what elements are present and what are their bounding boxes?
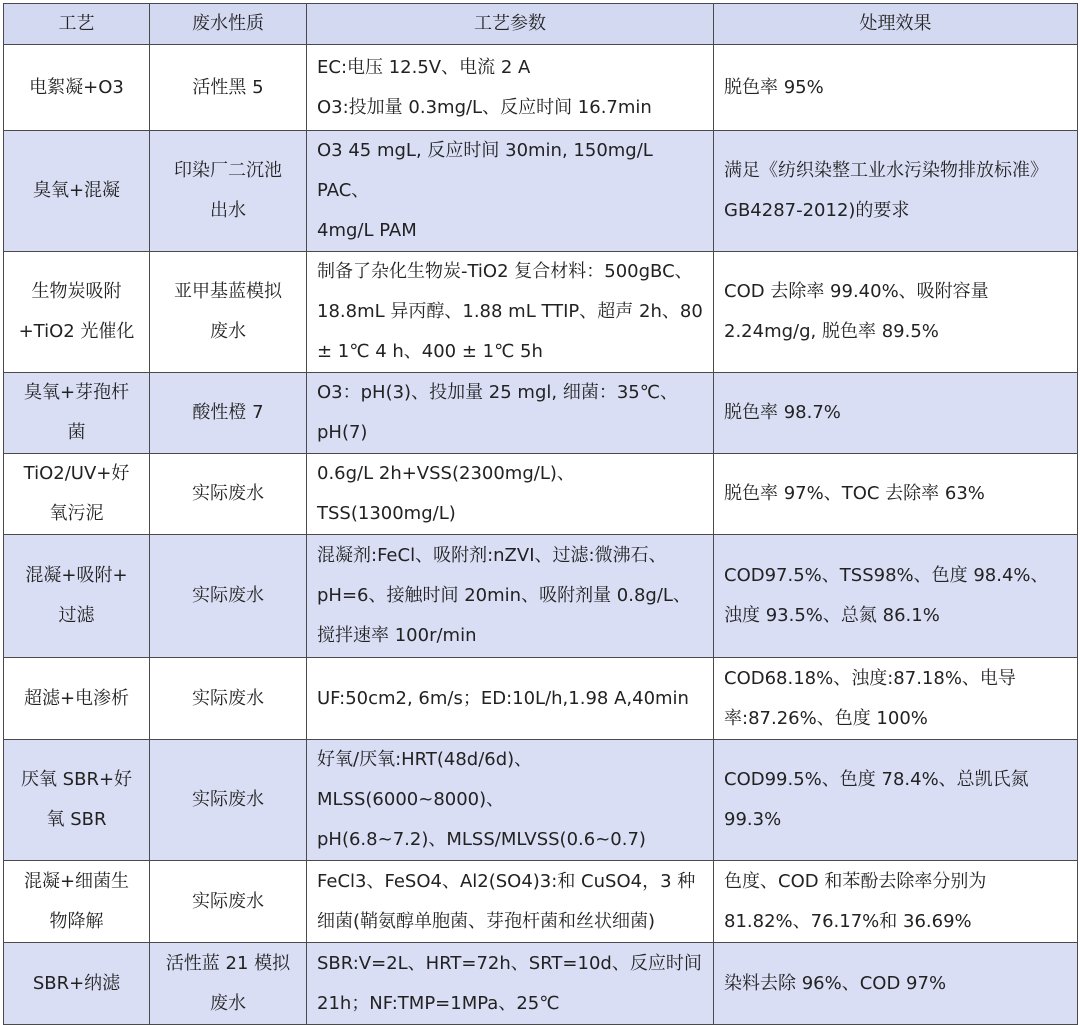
params-cell-text: SBR:V=2L、HRT=72h、SRT=10d、反应时间 21h；NF:TMP=1MPa、25℃: [317, 952, 702, 1014]
process-cell-text: 臭氧+混凝: [32, 180, 121, 201]
effect-cell-text: COD97.5%、TSS98%、色度 98.4%、 浊度 93.5%、总氮 86.1%: [724, 565, 1049, 626]
params-cell-text: 好氧/厌氧:HRT(48d/6d)、MLSS(6000~8000)、 pH(6.8~7.2)、MLSS/MLVSS(0.6~0.7): [317, 749, 646, 850]
effect-cell: [714, 740, 1078, 861]
header-wastewater: 废水性质: [150, 4, 307, 45]
wastewater-cell: [150, 131, 307, 252]
process-cell: [4, 740, 150, 861]
params-cell-text: O3：pH(3)、投加量 25 mgl, 细菌：35℃、 pH(7): [317, 382, 678, 443]
wastewater-cell: [150, 373, 307, 454]
process-cell: [4, 658, 150, 740]
process-cell: [4, 252, 150, 373]
params-cell-text: O3 45 mgL, 反应时间 30min, 150mg/L PAC、 4mg/L PAM: [317, 140, 653, 241]
wastewater-cell-text: 活性黑 5: [192, 76, 264, 98]
process-cell: [4, 454, 150, 535]
header-process: 工艺: [4, 4, 150, 45]
wastewater-cell-text: 实际废水: [192, 789, 264, 810]
process-cell: [4, 131, 150, 252]
params-cell: [307, 943, 714, 1025]
wastewater-cell: [150, 861, 307, 943]
effect-cell: [714, 45, 1078, 131]
process-cell-text: 臭氧+芽孢杆 菌: [23, 382, 130, 443]
params-cell-text: 制备了杂化生物炭-TiO2 复合材料：500gBC、 18.8mL 异丙醇、1.88 mL TTIP、超声 2h、80 ± 1℃ 4 h、400 ± 1℃ 5h: [317, 261, 703, 362]
wastewater-cell-text: 亚甲基蓝模拟 废水: [174, 281, 282, 342]
process-cell: [4, 861, 150, 943]
params-cell-text: EC:电压 12.5V、电流 2 A O3:投加量 0.3mg/L、反应时间 16.7min: [317, 56, 652, 118]
header-params: 工艺参数: [307, 4, 714, 45]
effect-cell-text: 色度、COD 和苯酚去除率分别为 81.82%、76.17%和 36.69%: [724, 870, 987, 932]
wastewater-cell: [150, 658, 307, 740]
effect-cell: [714, 658, 1078, 740]
table-row: [4, 454, 1078, 535]
wastewater-cell-text: 实际废水: [192, 483, 264, 504]
effect-cell-text: 脱色率 95%: [724, 76, 824, 98]
wastewater-cell: [150, 740, 307, 861]
effect-cell-text: 脱色率 98.7%: [724, 402, 841, 423]
process-cell-text: 混凝+细菌生 物降解: [23, 870, 130, 932]
header-effect: 处理效果: [714, 4, 1078, 45]
effect-cell-text: 染料去除 96%、COD 97%: [724, 972, 947, 994]
wastewater-cell: [150, 943, 307, 1025]
params-cell: [307, 535, 714, 658]
params-cell: [307, 131, 714, 252]
process-cell-text: 生物炭吸附 +TiO2 光催化: [18, 281, 135, 342]
effect-cell: [714, 535, 1078, 658]
process-cell-text: SBR+纳滤: [32, 972, 121, 994]
effect-cell: [714, 943, 1078, 1025]
params-cell: [307, 658, 714, 740]
effect-cell: [714, 373, 1078, 454]
params-cell: [307, 45, 714, 131]
table-row: [4, 252, 1078, 373]
wastewater-cell-text: 酸性橙 7: [192, 402, 264, 423]
params-cell: [307, 252, 714, 373]
table-row: [4, 861, 1078, 943]
wastewater-cell: [150, 535, 307, 658]
table-row: [4, 45, 1078, 131]
wastewater-cell: [150, 454, 307, 535]
effect-cell-text: COD 去除率 99.40%、吸附容量 2.24mg/g, 脱色率 89.5%: [724, 281, 989, 342]
process-cell-text: 厌氧 SBR+好 氧 SBR: [20, 769, 133, 830]
table-row: [4, 373, 1078, 454]
params-cell: [307, 861, 714, 943]
effect-cell-text: COD99.5%、色度 78.4%、总凯氏氮 99.3%: [724, 769, 1029, 830]
process-cell-text: 超滤+电渗析: [23, 687, 130, 709]
effect-cell: [714, 252, 1078, 373]
params-cell: [307, 373, 714, 454]
header-row: [4, 4, 1078, 45]
process-cell-text: 混凝+吸附+ 过滤: [25, 565, 128, 626]
process-cell: [4, 943, 150, 1025]
effect-cell: [714, 131, 1078, 252]
effect-cell: [714, 454, 1078, 535]
wastewater-cell-text: 印染厂二沉池 出水: [174, 160, 282, 221]
wastewater-cell: [150, 252, 307, 373]
effect-cell-text: 满足《纺织染整工业水污染物排放标准》 GB4287-2012)的要求: [724, 160, 1048, 221]
wastewater-cell-text: 实际废水: [192, 687, 264, 709]
process-cell: [4, 373, 150, 454]
wastewater-cell: [150, 45, 307, 131]
table-row: [4, 658, 1078, 740]
params-cell: [307, 454, 714, 535]
table-row: [4, 131, 1078, 252]
table-row: [4, 740, 1078, 861]
table-row: [4, 943, 1078, 1025]
effect-cell-text: 脱色率 97%、TOC 去除率 63%: [724, 483, 985, 504]
process-cell-text: TiO2/UV+好 氧污泥: [23, 463, 130, 524]
params-cell-text: 0.6g/L 2h+VSS(2300mg/L)、TSS(1300mg/L): [317, 463, 575, 524]
params-cell-text: 混凝剂:FeCl、吸附剂:nZVI、过滤:微沸石、 pH=6、接触时间 20min、吸附剂量 0.8g/L、 搅拌速率 100r/min: [317, 545, 691, 646]
wastewater-cell-text: 实际废水: [192, 890, 264, 912]
effect-cell-text: COD68.18%、浊度:87.18%、电导 率:87.26%、色度 100%: [724, 667, 1016, 729]
process-cell: [4, 535, 150, 658]
wastewater-cell-text: 活性蓝 21 模拟 废水: [165, 952, 291, 1014]
params-cell-text: UF:50cm2, 6m/s；ED:10L/h,1.98 A,40min: [317, 687, 689, 709]
params-cell: [307, 740, 714, 861]
process-cell: [4, 45, 150, 131]
effect-cell: [714, 861, 1078, 943]
process-cell-text: 电絮凝+O3: [29, 76, 124, 98]
process-table: [3, 3, 1078, 1025]
table-row: [4, 535, 1078, 658]
params-cell-text: FeCl3、FeSO4、Al2(SO4)3:和 CuSO4，3 种 细菌(鞘氨醇单胞菌、芽孢杆菌和丝状细菌): [317, 870, 696, 932]
wastewater-cell-text: 实际废水: [192, 585, 264, 606]
